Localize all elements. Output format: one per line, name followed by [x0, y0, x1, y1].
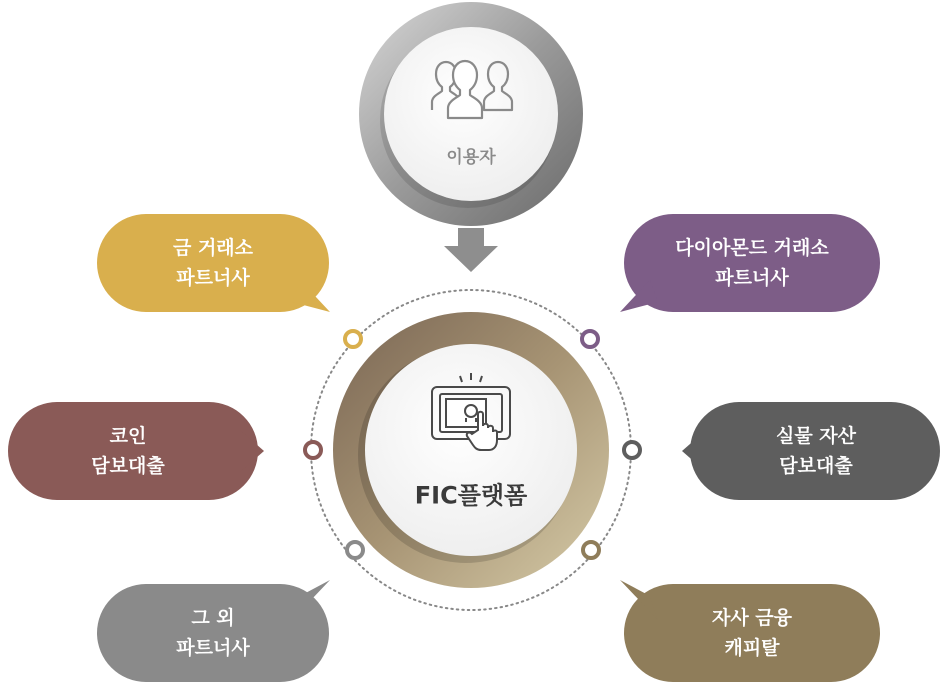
partner-line2: 파트너사: [176, 267, 250, 289]
partner-line1: 다이아몬드 거래소: [675, 237, 829, 259]
partner-line1: 실물 자산: [775, 425, 857, 447]
partner-line2: 담보대출: [91, 455, 165, 477]
partner-gold-exchange: [173, 233, 253, 293]
user-node-label: 이용자: [446, 147, 496, 168]
partner-line1: 자사 금융: [711, 607, 793, 629]
orbit-dot-gray: [347, 542, 363, 558]
partner-line1: 그 외: [191, 607, 235, 629]
center-node-label: FIC플랫폼: [414, 481, 528, 510]
partner-line2: 캐피탈: [724, 637, 780, 659]
orbit-dot-maroon: [305, 442, 321, 458]
partner-line2: 파트너사: [715, 267, 789, 289]
partner-line2: 담보대출: [779, 455, 853, 477]
orbit-dot-dark: [624, 442, 640, 458]
partner-capital: [712, 603, 792, 663]
orbit-dot-brown: [583, 542, 599, 558]
partner-line2: 파트너사: [176, 637, 250, 659]
partner-line1: 금 거래소: [172, 237, 254, 259]
partner-line1: 코인: [109, 425, 147, 447]
orbit-dot-purple: [582, 331, 598, 347]
partner-others: [176, 603, 249, 663]
partner-coin-loan: [91, 421, 164, 481]
partner-diamond-exchange: [675, 233, 828, 293]
partner-asset-loan: [776, 421, 856, 481]
arrow-down-icon: [444, 228, 498, 272]
orbit-dot-gold: [345, 331, 361, 347]
